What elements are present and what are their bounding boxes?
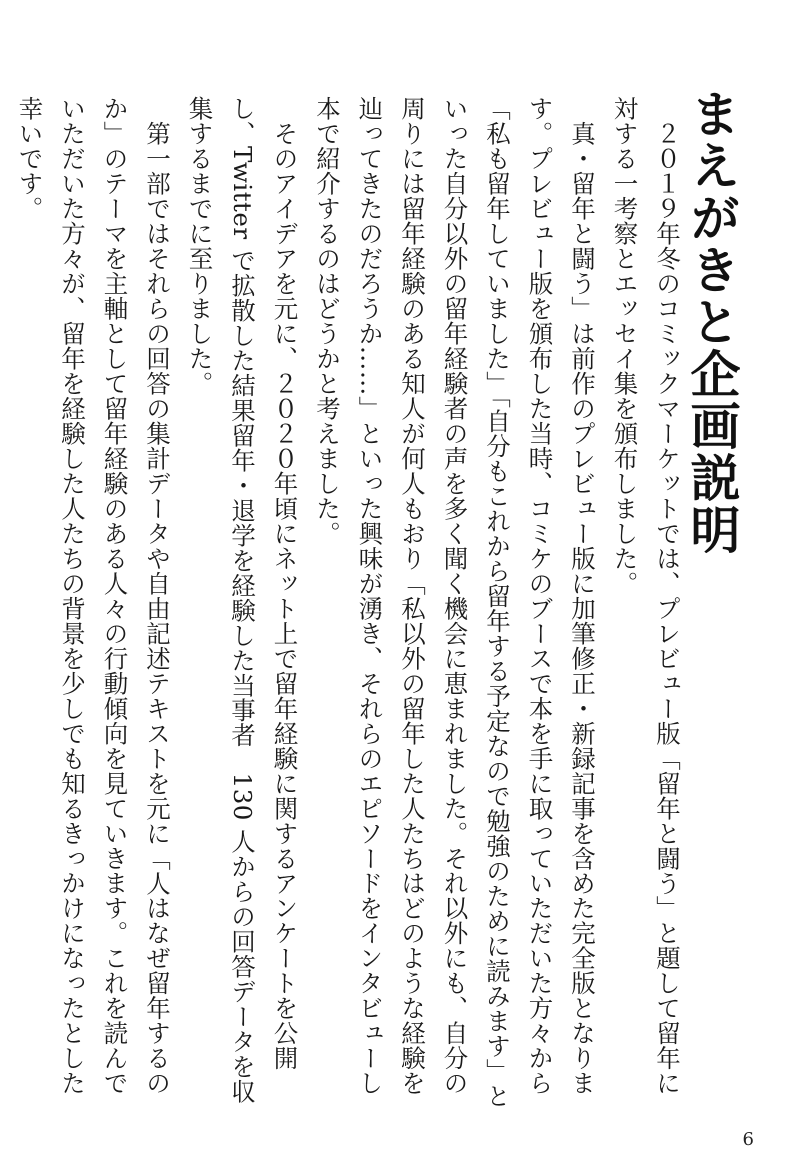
page-number: 6	[742, 1129, 754, 1150]
paragraph-1: ２０１９年冬のコミックマーケットでは、プレビュー版「留年と闘う」と題して留年に対する一考察とエッセイ集を頒布しました。	[610, 96, 682, 1096]
paragraph-2: 真・留年と闘う」は前作のプレビュー版に加筆修正・新録記事を含めた完全版となります。プレビュー版を頒布した当時、コミケのブースで本を手に取っていただいた方々から「私も留年していました」「自分もこれから留年する予定なので勉強のために読みます」といった自分以外の留年経験者の声を多く聞く機会に恵まれました。それ以外にも、自分の周りには留年経験のある知人が何人もおり「私以外の留年した人たちはどのような経験を辿ってきたのだろうか……」といった興味が湧き、それらのエピソードをインタビューし本で紹介するのはどうかと考えました。	[313, 96, 597, 1109]
paragraph-4: 第一部ではそれらの回答の集計データや自由記述テキストを元に「人はなぜ留年するのか」のテーマを主軸として留年経験のある人々の行動傾向を見ていきます。これを読んでいただいた方々が、留年を経験した人たちの背景を少しでも知るきっかけになったとした幸いです。	[15, 96, 172, 1096]
chapter-title: まえがきと企画説明	[682, 88, 741, 556]
body-text	[8, 96, 688, 1116]
paragraph-3: そのアイデアを元に、２０２０年頃にネット上で留年経験に関するアンケートを公開し、Twitter で拡散した結果留年・退学を経験した当事者 130 人からの回答データを収集するまでに至りました。	[185, 96, 300, 1105]
